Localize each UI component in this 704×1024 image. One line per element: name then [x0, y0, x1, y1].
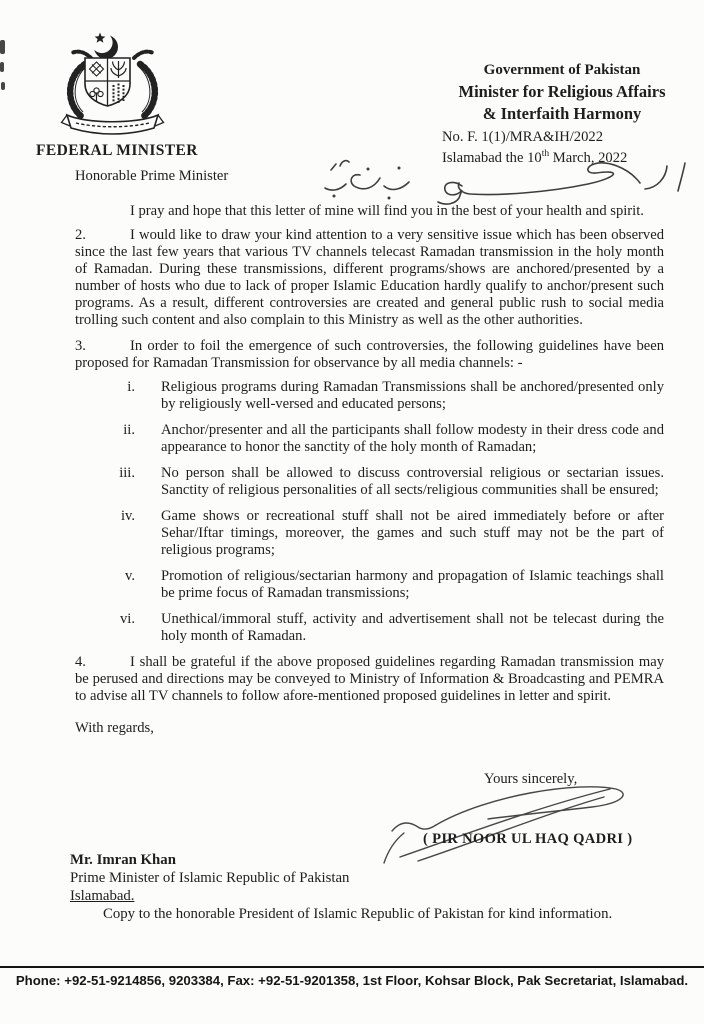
addressee-name: Mr. Imran Khan: [70, 852, 176, 868]
paragraph-2-number: 2.: [75, 227, 86, 243]
scan-artifact: [1, 82, 5, 90]
footer-contact: Phone: +92-51-9214856, 9203384, Fax: +92-51-9201358, 1st Floor, Kohsar Block, Pak Secretariat, Islamabad.: [15, 973, 689, 988]
paragraph-1: I pray and hope that this letter of mine will find you in the best of your health and spirit.: [130, 203, 644, 219]
guideline-text: Anchor/presenter and all the participants shall follow modesty in their dress code and appearance to honor the sanctity of the holy month of Ramadan;: [161, 422, 664, 455]
paragraph-4-number: 4.: [75, 654, 86, 670]
guideline-number: iv.: [120, 508, 135, 524]
addressee-title: Prime Minister of Islamic Republic of Pakistan: [70, 870, 350, 886]
guideline-number: i.: [127, 379, 135, 395]
letter-body: [75, 168, 664, 737]
federal-minister-label: FEDERAL MINISTER: [36, 142, 198, 159]
reference-number: No. F. 1(1)/MRA&IH/2022: [442, 129, 603, 146]
guideline-item-i: [75, 379, 664, 413]
guideline-item-iv: [75, 508, 664, 559]
guideline-item-iii: [75, 465, 664, 499]
guideline-item-vi: [75, 611, 664, 645]
closing-regards: With regards,: [75, 720, 154, 736]
pakistan-emblem-icon: [55, 28, 170, 140]
guideline-text: Unethical/immoral stuff, activity and advertisement shall not be telecast during the holy month of Ramadan.: [161, 611, 664, 644]
addressee-block: [70, 851, 349, 905]
scan-artifact: [0, 62, 4, 72]
scan-artifact: [0, 40, 5, 54]
addressee-city: Islamabad.: [70, 888, 135, 904]
guideline-text: Promotion of religious/sectarian harmony and propagation of Islamic teachings shall be prime focus of Ramadan transmissions;: [161, 568, 664, 601]
guideline-text: No person shall be allowed to discuss controversial religious or sectarian issues. Sanctity of religious personalities of all sects/religious communities shall be ensured;: [161, 465, 664, 498]
guideline-item-v: [75, 568, 664, 602]
guideline-text: Game shows or recreational stuff shall not be aired immediately before or after Sehar/Iftar timings, moreover, the games and such stuff may not be the part of religious programs;: [161, 508, 664, 558]
handwritten-signature-mark: [378, 779, 646, 865]
ministry-line: Minister for Religious Affairs: [458, 81, 666, 101]
signatory-name: ( PIR NOOR UL HAQ QADRI ): [423, 831, 633, 847]
yours-sincerely: Yours sincerely,: [484, 771, 578, 787]
guideline-number: ii.: [123, 422, 135, 438]
footer-rule: [0, 966, 704, 988]
guideline-text: Religious programs during Ramadan Transmissions shall be anchored/presented only by religiously well-versed and educated persons;: [161, 379, 664, 412]
ministry-line2: & Interfaith Harmony: [482, 104, 642, 124]
paragraph-2: 2. I would like to draw your kind attention to a very sensitive issue which has been observed since the last few years that various TV channels telecast Ramadan transmission in the holy month of Ramadan. During these transmissions, different programs/shows are anchored/presented by a number of hosts who due to lack of proper Islamic Education hardly qualify to anchor/present such programs. As a result, different controversies are created and general public rush to social media trolling such content and also complain to this Ministry as well as the other authorities.: [75, 227, 664, 328]
guideline-item-ii: [75, 422, 664, 456]
salutation: Honorable Prime Minister: [75, 168, 229, 184]
paragraph-3-number: 3.: [75, 338, 86, 354]
date-line: Islamabad the 10th March, 2022: [442, 149, 628, 167]
guidelines-list: [75, 379, 664, 645]
guideline-number: v.: [125, 568, 135, 584]
paragraph-3: 3. In order to foil the emergence of such controversies, the following guidelines have been proposed for Ramadan Transmission for observance by all media channels: -: [75, 338, 664, 371]
gov-of-pakistan: Government of Pakistan: [483, 62, 641, 78]
paragraph-4: 4. I shall be grateful if the above proposed guidelines regarding Ramadan transmission may be perused and directions may be conveyed to Ministry of Information & Broadcasting and PEMRA to advise all TV channels to follow afore-mentioned proposed guidelines in letter and spirit.: [75, 654, 664, 704]
guideline-number: iii.: [119, 465, 135, 481]
copy-notation: Copy to the honorable President of Islamic Republic of Pakistan for kind information.: [103, 906, 613, 922]
guideline-number: vi.: [120, 611, 135, 627]
